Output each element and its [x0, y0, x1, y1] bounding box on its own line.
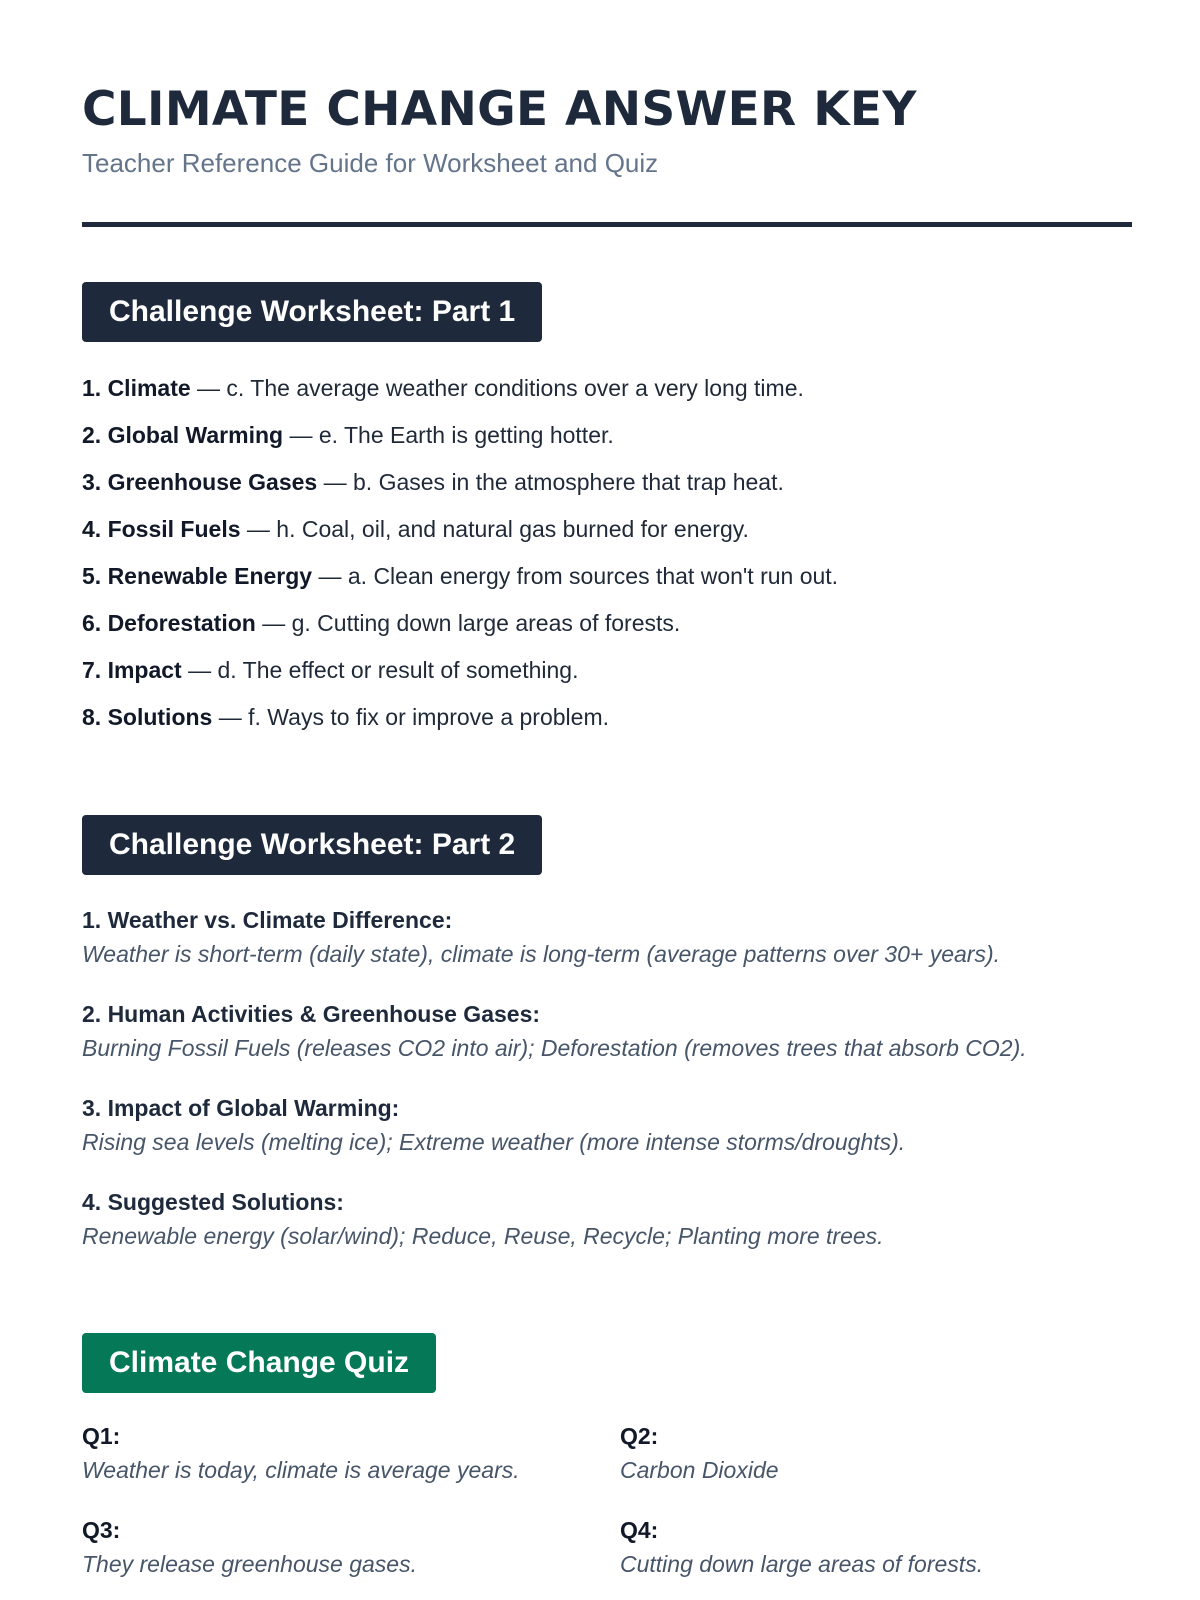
part2-item: [82, 1091, 905, 1159]
term-answer: — f. Ways to fix or improve a problem.: [212, 704, 609, 730]
term-label: 3. Greenhouse Gases: [82, 469, 318, 495]
term-answer: — h. Coal, oil, and natural gas burned for energy.: [240, 516, 749, 542]
quiz-answer: Carbon Dioxide: [620, 1457, 779, 1483]
part2-answer: Burning Fossil Fuels (releases CO2 into air); Deforestation (removes trees that absorb CO2).: [82, 1035, 1027, 1061]
part1-list: [82, 368, 838, 744]
quiz-answer: Cutting down large areas of forests.: [620, 1551, 984, 1577]
quiz-label: Q2:: [620, 1423, 659, 1449]
quiz-label: Q4:: [620, 1517, 659, 1543]
term-answer: — b. Gases in the atmosphere that trap heat.: [317, 469, 784, 495]
page-subtitle: Teacher Reference Guide for Worksheet and Quiz: [82, 148, 659, 178]
quiz-heading: Climate Change Quiz: [82, 1333, 436, 1393]
quiz-answer: Weather is today, climate is average years.: [82, 1457, 520, 1483]
list-item: [82, 509, 838, 556]
part2-answer: Rising sea levels (melting ice); Extreme weather (more intense storms/droughts).: [82, 1129, 906, 1155]
part2-answer: Renewable energy (solar/wind); Reduce, Reuse, Recycle; Planting more trees.: [82, 1223, 884, 1249]
term-label: 7. Impact: [82, 657, 182, 683]
quiz-answer: They release greenhouse gases.: [82, 1551, 417, 1577]
list-item: [82, 368, 838, 415]
quiz-item-q1: [82, 1419, 520, 1487]
list-item: [82, 556, 838, 603]
part2-item: [82, 997, 1027, 1065]
part2-question: 2. Human Activities & Greenhouse Gases:: [82, 1001, 541, 1027]
term-label: 8. Solutions: [82, 704, 213, 730]
list-item: [82, 415, 838, 462]
list-item: [82, 603, 838, 650]
part2-question: 1. Weather vs. Climate Difference:: [82, 907, 453, 933]
term-label: 5. Renewable Energy: [82, 563, 313, 589]
term-answer: — d. The effect or result of something.: [181, 657, 579, 683]
list-item: [82, 462, 838, 509]
page-title: CLIMATE CHANGE ANSWER KEY: [82, 82, 917, 137]
term-label: 1. Climate: [82, 375, 191, 401]
quiz-item-q4: [620, 1513, 983, 1581]
part2-heading: Challenge Worksheet: Part 2: [82, 815, 542, 875]
quiz-label: Q3:: [82, 1517, 121, 1543]
part1-heading: Challenge Worksheet: Part 1: [82, 282, 542, 342]
term-answer: — c. The average weather conditions over a very long time.: [190, 375, 804, 401]
term-answer: — a. Clean energy from sources that won't run out.: [312, 563, 839, 589]
term-answer: — g. Cutting down large areas of forests.: [255, 610, 681, 636]
part2-item: [82, 1185, 884, 1253]
quiz-item-q2: [620, 1419, 779, 1487]
term-label: 2. Global Warming: [82, 422, 284, 448]
term-answer: — e. The Earth is getting hotter.: [283, 422, 614, 448]
part2-question: 3. Impact of Global Warming:: [82, 1095, 400, 1121]
term-label: 4. Fossil Fuels: [82, 516, 241, 542]
list-item: [82, 650, 838, 697]
quiz-item-q3: [82, 1513, 417, 1581]
header-divider: [82, 222, 1132, 227]
part2-answer: Weather is short-term (daily state), climate is long-term (average patterns over 30+ years).: [82, 941, 1001, 967]
term-label: 6. Deforestation: [82, 610, 256, 636]
part2-question: 4. Suggested Solutions:: [82, 1189, 344, 1215]
list-item: [82, 697, 838, 744]
part2-item: [82, 903, 1000, 971]
quiz-label: Q1:: [82, 1423, 121, 1449]
